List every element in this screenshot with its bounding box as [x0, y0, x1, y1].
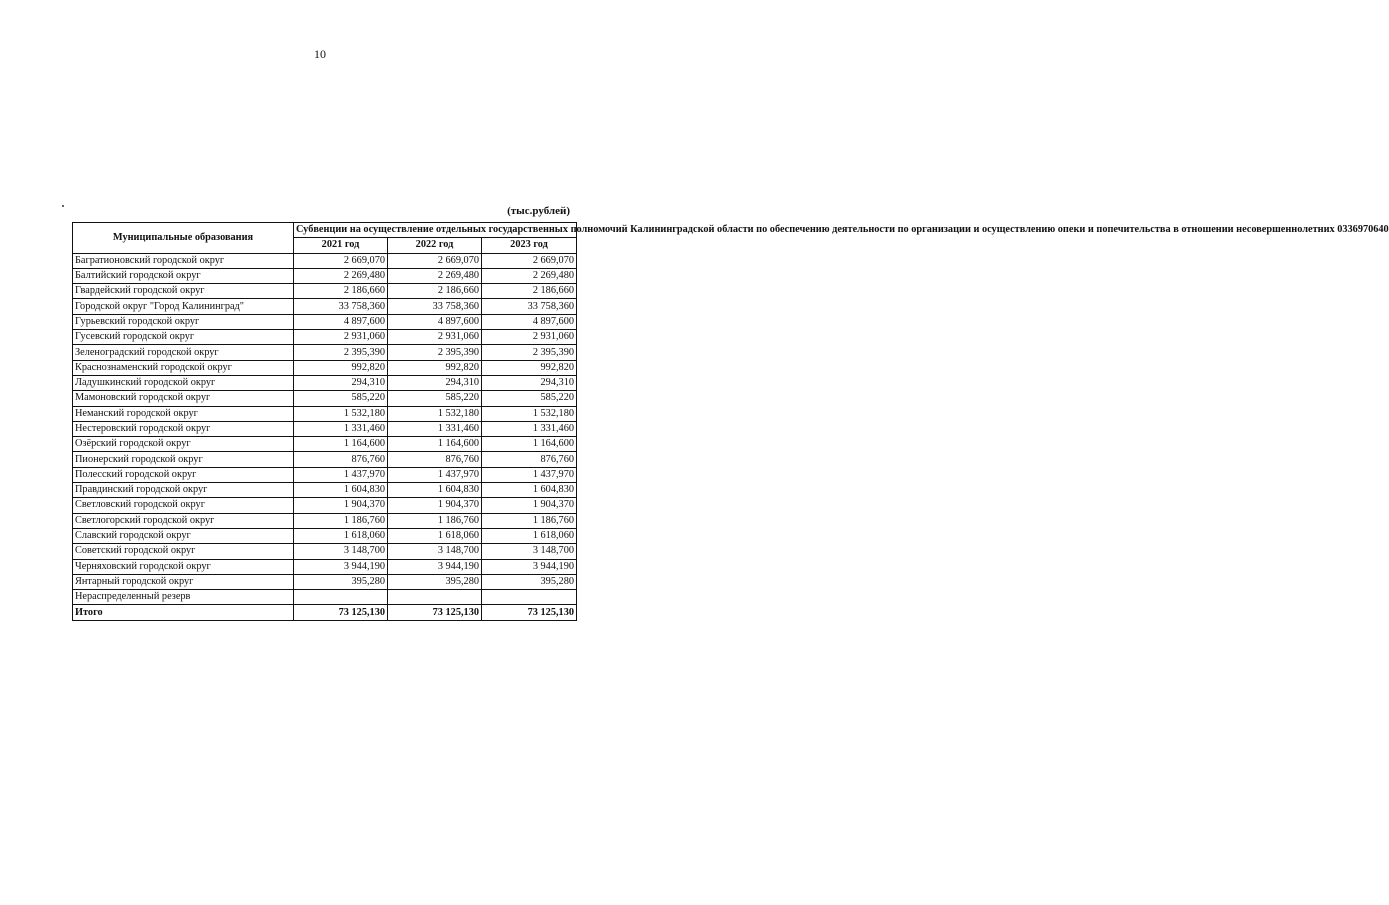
municipality-name: Городской округ "Город Калининград" [73, 299, 294, 314]
table-body [73, 253, 577, 605]
value-2023: 1 331,460 [482, 421, 577, 436]
value-2022: 1 604,830 [388, 483, 482, 498]
value-2022: 2 931,060 [388, 330, 482, 345]
table-row [73, 452, 577, 467]
value-2021: 294,310 [294, 375, 388, 390]
value-2022: 4 897,600 [388, 314, 482, 329]
value-2022: 992,820 [388, 360, 482, 375]
value-2022: 1 618,060 [388, 528, 482, 543]
value-2023: 1 604,830 [482, 483, 577, 498]
value-2023: 4 897,600 [482, 314, 577, 329]
municipality-name: Пионерский городской округ [73, 452, 294, 467]
value-2022: 395,280 [388, 574, 482, 589]
value-2023: 1 904,370 [482, 498, 577, 513]
table-row [73, 268, 577, 283]
value-2021: 2 269,480 [294, 268, 388, 283]
value-2021: 395,280 [294, 574, 388, 589]
value-2023: 1 164,600 [482, 437, 577, 452]
total-2022: 73 125,130 [388, 605, 482, 620]
value-2022: 2 395,390 [388, 345, 482, 360]
table-row [73, 513, 577, 528]
value-2023: 2 186,660 [482, 284, 577, 299]
value-2022: 3 148,700 [388, 544, 482, 559]
municipality-name: Янтарный городской округ [73, 574, 294, 589]
header-municipalities: Муниципальные образования [73, 223, 294, 254]
table-row [73, 528, 577, 543]
value-2021: 3 944,190 [294, 559, 388, 574]
value-2021: 1 904,370 [294, 498, 388, 513]
municipality-name: Правдинский городской округ [73, 483, 294, 498]
municipality-name: Черняховский городской округ [73, 559, 294, 574]
value-2022: 294,310 [388, 375, 482, 390]
value-2021: 1 186,760 [294, 513, 388, 528]
value-2021: 876,760 [294, 452, 388, 467]
value-2023: 395,280 [482, 574, 577, 589]
municipality-name: Балтийский городской округ [73, 268, 294, 283]
table-row [73, 360, 577, 375]
value-2021: 2 931,060 [294, 330, 388, 345]
value-2022: 1 904,370 [388, 498, 482, 513]
value-2021: 1 331,460 [294, 421, 388, 436]
value-2021: 1 618,060 [294, 528, 388, 543]
table-row [73, 421, 577, 436]
value-2021: 2 395,390 [294, 345, 388, 360]
subvention-table [72, 222, 1389, 621]
value-2022: 33 758,360 [388, 299, 482, 314]
table-row [73, 498, 577, 513]
municipality-name: Советский городской округ [73, 544, 294, 559]
total-2023: 73 125,130 [482, 605, 577, 620]
value-2023: 2 395,390 [482, 345, 577, 360]
value-2022: 1 186,760 [388, 513, 482, 528]
value-2021: 2 186,660 [294, 284, 388, 299]
table-row [73, 253, 577, 268]
value-2023: 33 758,360 [482, 299, 577, 314]
table-row [73, 406, 577, 421]
value-2021: 992,820 [294, 360, 388, 375]
table-row [73, 345, 577, 360]
municipality-name: Гурьевский городской округ [73, 314, 294, 329]
value-2021: 3 148,700 [294, 544, 388, 559]
table-row [73, 330, 577, 345]
value-2023 [482, 590, 577, 605]
header-year-2023: 2023 год [482, 238, 577, 253]
municipality-name: Неманский городской округ [73, 406, 294, 421]
value-2023: 1 532,180 [482, 406, 577, 421]
municipality-name: Нераспределенный резерв [73, 590, 294, 605]
value-2021: 1 437,970 [294, 467, 388, 482]
value-2023: 1 437,970 [482, 467, 577, 482]
table-row [73, 544, 577, 559]
value-2022: 1 331,460 [388, 421, 482, 436]
total-label: Итого [73, 605, 294, 620]
municipality-name: Багратионовский городской округ [73, 253, 294, 268]
municipality-name: Ладушкинский городской округ [73, 375, 294, 390]
value-2022: 1 164,600 [388, 437, 482, 452]
municipality-name: Нестеровский городской округ [73, 421, 294, 436]
municipality-name: Полесский городской округ [73, 467, 294, 482]
value-2022: 2 669,070 [388, 253, 482, 268]
header-year-2022: 2022 год [388, 238, 482, 253]
value-2021 [294, 590, 388, 605]
value-2022: 2 269,480 [388, 268, 482, 283]
municipality-name: Зеленоградский городской округ [73, 345, 294, 360]
value-2021: 4 897,600 [294, 314, 388, 329]
municipality-name: Славский городской округ [73, 528, 294, 543]
municipality-name: Мамоновский городской округ [73, 391, 294, 406]
value-2021: 585,220 [294, 391, 388, 406]
value-2022: 1 437,970 [388, 467, 482, 482]
value-2021: 2 669,070 [294, 253, 388, 268]
municipality-name: Светловский городской округ [73, 498, 294, 513]
table-row [73, 299, 577, 314]
table-row [73, 375, 577, 390]
table-row [73, 467, 577, 482]
value-2021: 1 164,600 [294, 437, 388, 452]
table-row [73, 483, 577, 498]
municipality-name: Озёрский городской округ [73, 437, 294, 452]
value-2023: 2 269,480 [482, 268, 577, 283]
total-row [73, 605, 577, 620]
value-2022 [388, 590, 482, 605]
value-2023: 1 618,060 [482, 528, 577, 543]
value-2023: 3 944,190 [482, 559, 577, 574]
municipality-name: Гусевский городской округ [73, 330, 294, 345]
unit-note: (тыс.рублей) [507, 205, 570, 217]
table-row [73, 284, 577, 299]
municipality-name: Гвардейский городской округ [73, 284, 294, 299]
value-2023: 992,820 [482, 360, 577, 375]
table-row [73, 391, 577, 406]
table-row [73, 590, 577, 605]
value-2022: 876,760 [388, 452, 482, 467]
value-2021: 33 758,360 [294, 299, 388, 314]
value-2022: 1 532,180 [388, 406, 482, 421]
value-2021: 1 532,180 [294, 406, 388, 421]
total-2021: 73 125,130 [294, 605, 388, 620]
value-2022: 3 944,190 [388, 559, 482, 574]
value-2021: 1 604,830 [294, 483, 388, 498]
header-year-2021: 2021 год [294, 238, 388, 253]
value-2023: 1 186,760 [482, 513, 577, 528]
value-2023: 294,310 [482, 375, 577, 390]
scan-speck [62, 205, 64, 207]
table-row [73, 314, 577, 329]
municipality-name: Краснознаменский городской округ [73, 360, 294, 375]
value-2023: 3 148,700 [482, 544, 577, 559]
value-2023: 2 931,060 [482, 330, 577, 345]
value-2023: 876,760 [482, 452, 577, 467]
table-row [73, 437, 577, 452]
header-subvention: Субвенции на осуществление отдельных государственных полномочий Калининградской области по обеспечению деятельности по организации и осуществлению опеки и попечительства в отношении несовершеннолетних 0336970640 [294, 223, 577, 238]
value-2022: 585,220 [388, 391, 482, 406]
value-2022: 2 186,660 [388, 284, 482, 299]
table-row [73, 559, 577, 574]
page-number: 10 [314, 47, 326, 61]
value-2023: 2 669,070 [482, 253, 577, 268]
value-2023: 585,220 [482, 391, 577, 406]
municipality-name: Светлогорский городской округ [73, 513, 294, 528]
table-row [73, 574, 577, 589]
